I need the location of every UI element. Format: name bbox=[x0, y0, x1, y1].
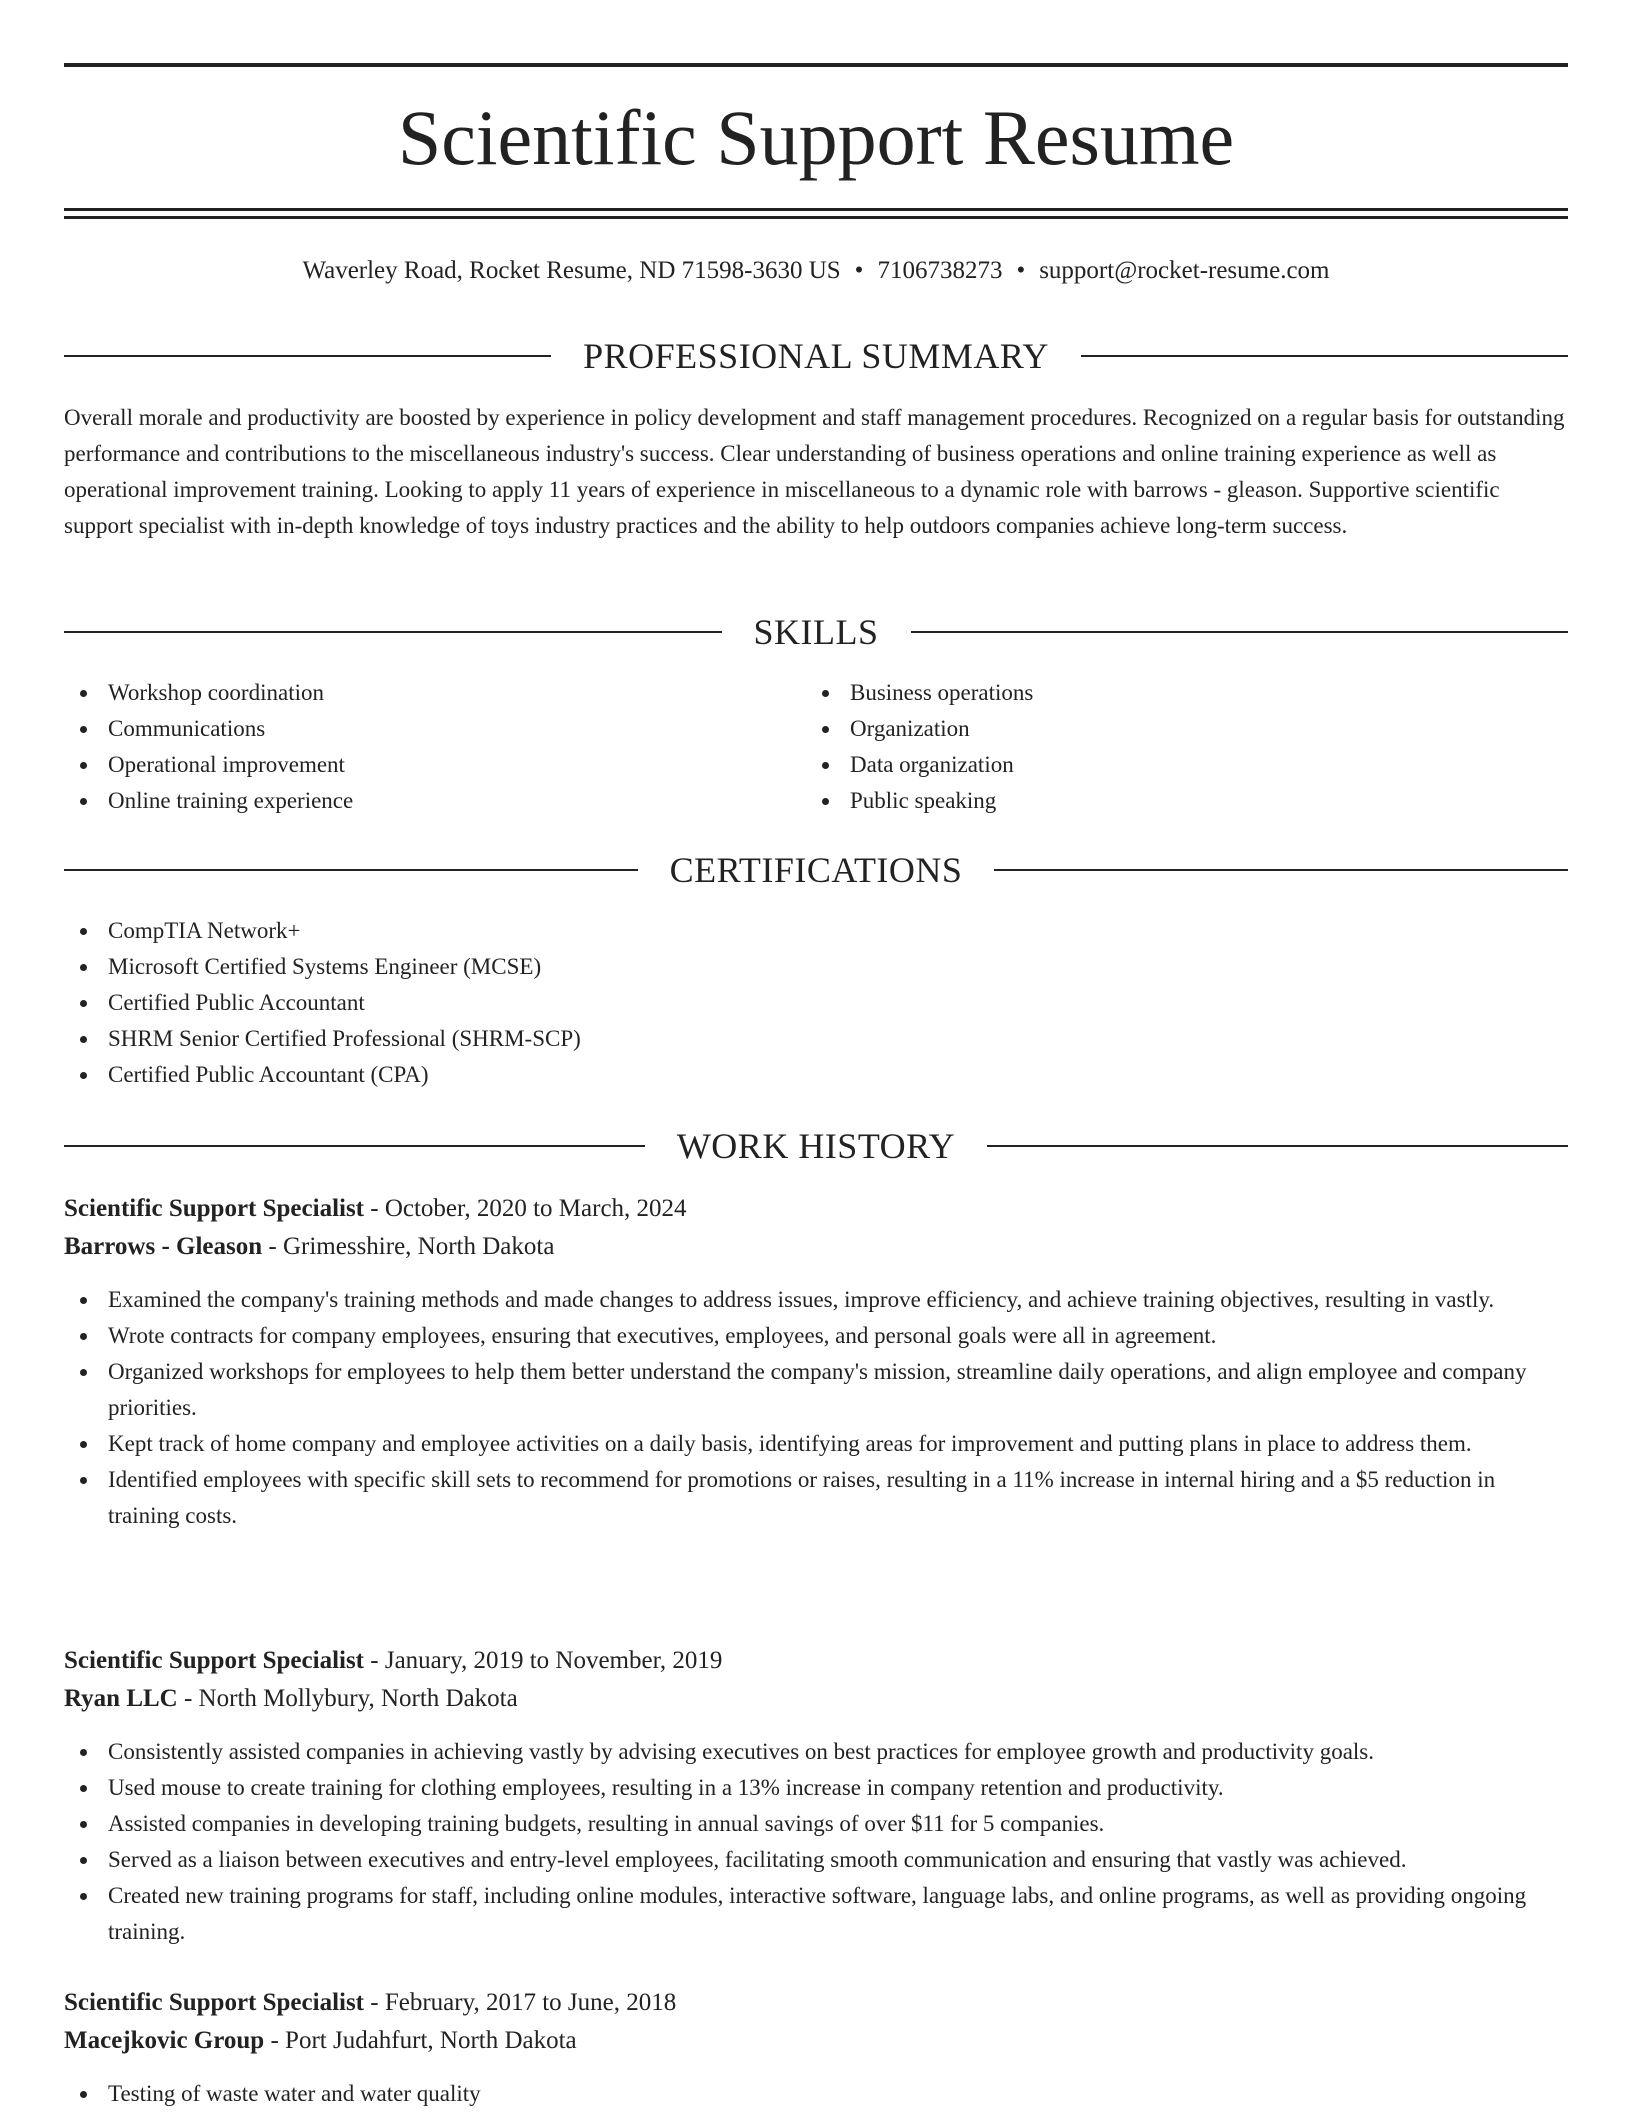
job-dates: - January, 2019 to November, 2019 bbox=[364, 1647, 723, 1674]
skill-item: Operational improvement bbox=[64, 747, 784, 783]
job-company-line bbox=[64, 1228, 1568, 1266]
contact-email: support@rocket-resume.com bbox=[1039, 257, 1330, 284]
heading-rule-left bbox=[64, 1145, 645, 1147]
job-company: Macejkovic Group bbox=[64, 2027, 265, 2054]
job-bullet: Organized workshops for employees to help them better understand the company's mission, streamline daily operations, and align employee and company priorities. bbox=[64, 1354, 1568, 1426]
job-dates: - February, 2017 to June, 2018 bbox=[364, 1989, 677, 2016]
skill-item: Business operations bbox=[806, 675, 1526, 711]
contact-address: Waverley Road, Rocket Resume, ND 71598-3630 US bbox=[302, 257, 841, 284]
skills-list-left bbox=[64, 675, 784, 819]
skill-item: Data organization bbox=[806, 747, 1526, 783]
job-title: Scientific Support Specialist bbox=[64, 1195, 365, 1222]
section-heading-skills bbox=[64, 610, 1568, 654]
job-bullet: Used mouse to create training for clothing employees, resulting in a 13% increase in company retention and productivity. bbox=[64, 1770, 1568, 1806]
job-bullets bbox=[64, 1734, 1568, 1950]
job-bullet: Wrote contracts for company employees, ensuring that executives, employees, and personal goals were all in agreement. bbox=[64, 1318, 1568, 1354]
top-rule bbox=[64, 63, 1568, 67]
heading-rule-right bbox=[994, 869, 1568, 871]
title-double-rule bbox=[64, 208, 1568, 219]
certification-item: Certified Public Accountant (CPA) bbox=[64, 1057, 1568, 1093]
contact-line bbox=[64, 254, 1568, 288]
section-heading-label: PROFESSIONAL SUMMARY bbox=[583, 336, 1049, 376]
job-company-line bbox=[64, 2022, 1568, 2060]
job-company: Ryan LLC bbox=[64, 1685, 178, 1712]
skill-item: Communications bbox=[64, 711, 784, 747]
skill-item: Workshop coordination bbox=[64, 675, 784, 711]
job-entry bbox=[64, 1984, 1568, 2112]
certification-item: Certified Public Accountant bbox=[64, 985, 1568, 1021]
heading-rule-left bbox=[64, 631, 722, 633]
certifications-list bbox=[64, 913, 1568, 1093]
summary-text: Overall morale and productivity are boosted by experience in policy development and staff management procedures. Recognized on a regular basis for outstanding performance and contributions to the miscellaneous industry's success. Clear understanding of business operations and online training experience as well as operational improvement training. Looking to apply 11 years of experience in miscellaneous to a dynamic role with barrows - gleason. Supportive scientific support specialist with in-depth knowledge of toys industry practices and the ability to help outdoors companies achieve long-term success. bbox=[64, 405, 1565, 538]
job-bullet: Served as a liaison between executives and entry-level employees, facilitating smooth communication and ensuring that vastly was achieved. bbox=[64, 1842, 1568, 1878]
job-dates: - October, 2020 to March, 2024 bbox=[364, 1195, 687, 1222]
skill-item: Online training experience bbox=[64, 783, 784, 819]
certification-item: SHRM Senior Certified Professional (SHRM-SCP) bbox=[64, 1021, 1568, 1057]
section-heading-label: CERTIFICATIONS bbox=[669, 850, 963, 890]
job-entry bbox=[64, 1642, 1568, 1950]
job-title-line bbox=[64, 1642, 1568, 1680]
section-heading-work-history bbox=[64, 1124, 1568, 1168]
section-heading-summary bbox=[64, 334, 1568, 378]
section-heading-label: WORK HISTORY bbox=[676, 1126, 956, 1166]
certification-item: CompTIA Network+ bbox=[64, 913, 1568, 949]
skills-list-right bbox=[806, 675, 1526, 819]
job-bullets bbox=[64, 1282, 1568, 1534]
job-bullet: Examined the company's training methods and made changes to address issues, improve efficiency, and achieve training objectives, resulting in vastly. bbox=[64, 1282, 1568, 1318]
job-location: - North Mollybury, North Dakota bbox=[177, 1685, 518, 1712]
job-company: Barrows - Gleason bbox=[64, 1233, 263, 1260]
skill-item: Public speaking bbox=[806, 783, 1526, 819]
heading-rule-left bbox=[64, 355, 551, 357]
contact-phone: 7106738273 bbox=[877, 257, 1003, 284]
heading-rule-left bbox=[64, 869, 638, 871]
job-title: Scientific Support Specialist bbox=[64, 1647, 365, 1674]
heading-rule-right bbox=[987, 1145, 1568, 1147]
job-bullets bbox=[64, 2076, 1568, 2112]
contact-separator: • bbox=[854, 257, 864, 284]
job-title: Scientific Support Specialist bbox=[64, 1989, 365, 2016]
resume-title: Scientific Support Resume bbox=[397, 94, 1235, 181]
certification-item: Microsoft Certified Systems Engineer (MCSE) bbox=[64, 949, 1568, 985]
job-bullet: Assisted companies in developing training budgets, resulting in annual savings of over $11 for 5 companies. bbox=[64, 1806, 1568, 1842]
job-location: - Port Judahfurt, North Dakota bbox=[264, 2027, 577, 2054]
job-title-line bbox=[64, 1190, 1568, 1228]
job-bullet: Identified employees with specific skill sets to recommend for promotions or raises, resulting in a 11% increase in internal hiring and a $5 reduction in training costs. bbox=[64, 1462, 1568, 1534]
job-bullet: Created new training programs for staff, including online modules, interactive software, language labs, and online programs, as well as providing ongoing training. bbox=[64, 1878, 1568, 1950]
job-title-line bbox=[64, 1984, 1568, 2022]
heading-rule-right bbox=[1081, 355, 1568, 357]
job-entry bbox=[64, 1190, 1568, 1534]
job-company-line bbox=[64, 1680, 1568, 1718]
section-heading-label: SKILLS bbox=[753, 612, 879, 652]
job-bullet: Kept track of home company and employee activities on a daily basis, identifying areas for improvement and putting plans in place to address them. bbox=[64, 1426, 1568, 1462]
contact-separator: • bbox=[1016, 257, 1026, 284]
skill-item: Organization bbox=[806, 711, 1526, 747]
section-heading-certifications bbox=[64, 848, 1568, 892]
heading-rule-right bbox=[911, 631, 1569, 633]
job-location: - Grimesshire, North Dakota bbox=[262, 1233, 555, 1260]
job-bullet: Testing of waste water and water quality bbox=[64, 2076, 1568, 2112]
job-bullet: Consistently assisted companies in achieving vastly by advising executives on best practices for employee growth and productivity goals. bbox=[64, 1734, 1568, 1770]
